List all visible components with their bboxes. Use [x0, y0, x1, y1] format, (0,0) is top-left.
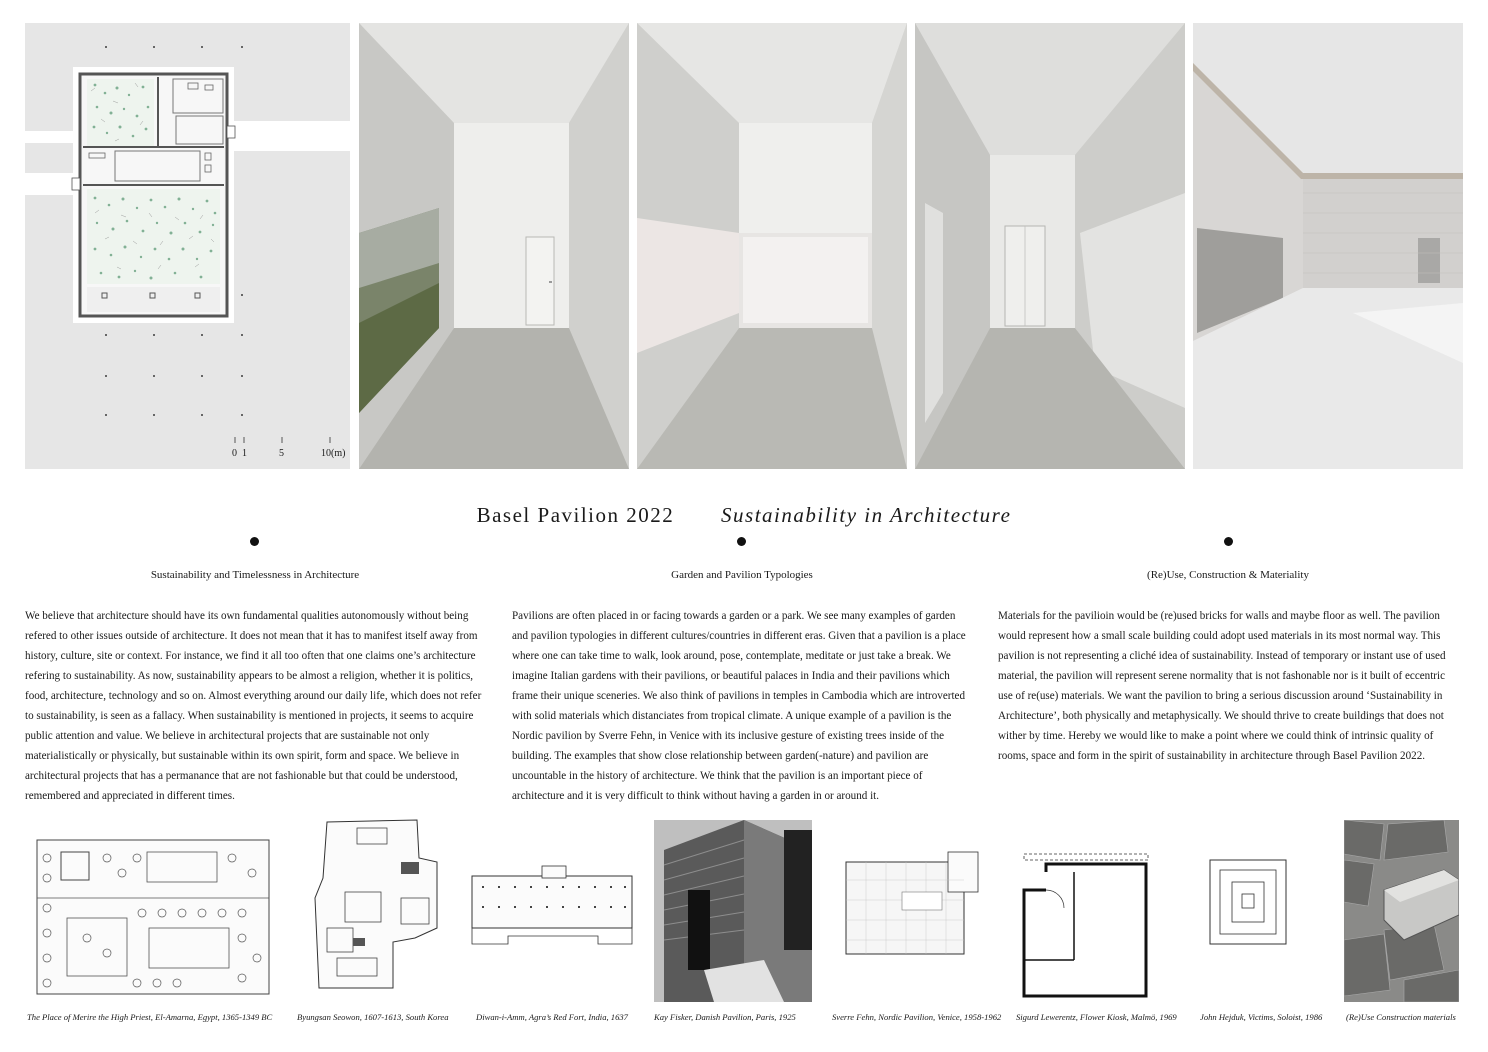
reference-photo-reuse-bricks	[1344, 820, 1459, 1002]
bullet-dot	[737, 537, 746, 546]
column-paragraph: We believe that architecture should have its own fundamental qualities autonomously without being refered to other issues outside of architecture. It does not mean that it has to manifest itself away from history, culture, site or context. For instance, we find it all too often that one claims one’s architecture refering to sustainability. As now, sustainability appears to be almost a religion, whether it is politics, food, architecture, technology and so on. Almost everything around our daily life, which does not refer to sustainability, is seen as a fallacy. When sustainability is mentioned in projects, it seems to acquire public attention and value. We believe in architectural projects that are sustainable not only materialistically or physically, but sustainable within its own spirit, form and space. We believe in architectural projects that has a permanance that are not fashionable but that could be understood, remembered and appreciated in different times.	[25, 610, 482, 802]
scale-label-0: 0	[232, 448, 237, 459]
scale-label-1: 1	[242, 448, 247, 459]
reference-drawing-merire	[27, 838, 279, 998]
reference-drawing-victims-soloist	[1208, 858, 1288, 946]
interior-render-window-view	[637, 23, 907, 469]
reference-caption: Kay Fisker, Danish Pavilion, Paris, 1925	[654, 1012, 796, 1022]
reference-drawing-flower-kiosk	[1016, 850, 1154, 1000]
poster-title	[0, 503, 1488, 528]
reference-drawing-nordic-pavilion	[842, 850, 982, 960]
scale-label-10: 10(m)	[321, 448, 346, 459]
reference-caption: John Hejduk, Victims, Soloist, 1986	[1200, 1012, 1323, 1022]
column-heading-sustainability: Sustainability and Timelessness in Architecture	[150, 569, 360, 581]
interior-render-corridor-view	[915, 23, 1185, 469]
bullet-dot	[1224, 537, 1233, 546]
column-text-sustainability	[25, 606, 485, 806]
reference-caption: (Re)Use Construction materials	[1346, 1012, 1456, 1022]
courtyard-render	[1193, 23, 1463, 469]
column-text-garden	[512, 606, 972, 806]
column-paragraph: Pavilions are often placed in or facing towards a garden or a park. We see many examples of garden and pavilion typologies in different cultures/countries in different eras. Given that a pavilion is a place where one can take time to walk, look around, pose, contemplate, meditate or just take a break. We imagine Italian gardens with their pavilions, or beautiful palaces in India and their pavilions which frame their unique sceneries. We also think of pavilions in temples in Cambodia which are introverted with solid materials which distanciates from tropical climate. A unique example of a pavilion is the Nordic pavilion by Sverre Fehn, in Venice with its inclusive gesture of existing trees inside of the building. The examples that show close relationship between garden(-nature) and pavilion are uncountable in the history of architecture. We think that the pavilion is an important piece of architecture and it is very difficult to think without having a garden in or around it.	[512, 610, 966, 802]
title-main: Basel Pavilion 2022	[476, 503, 675, 527]
site-plan	[25, 23, 350, 469]
column-heading-garden: Garden and Pavilion Typologies	[671, 569, 813, 581]
column-paragraph: Materials for the pavilioin would be (re)used bricks for walls and maybe floor as well. The pavilion would represent how a small scale building could adopt used materials in its most normal way. This pavilion is not representing a cliché idea of sustainability. Instead of temporary or instant use of used material, the pavilion will represent serene normality that is not fashonable nor is it built of eccentric use of re(use) materials. We want the pavilion to bring a serious discussion around ‘Sustainability in Architecture’, both physically and metaphysically. We should thrive to create buildings that does not wither by time. Hereby we would like to make a point where we could think of intrinsic quality of rooms, space and form in the spirit of sustainability in architecture through Basel Pavilion 2022.	[998, 610, 1446, 762]
reference-photo-danish-pavilion	[654, 820, 812, 1002]
reference-caption: Sverre Fehn, Nordic Pavilion, Venice, 1958-1962	[832, 1012, 1002, 1022]
bullet-dot	[250, 537, 259, 546]
interior-render-garden-view	[359, 23, 629, 469]
reference-drawing-byungsan	[297, 818, 449, 1000]
reference-drawing-diwan-i-amm	[468, 862, 636, 952]
reference-caption: Diwan-i-Amm, Agra’s Red Fort, India, 1637	[476, 1012, 628, 1022]
reference-caption: The Place of Merire the High Priest, El-Amarna, Egypt, 1365-1349 BC	[27, 1012, 273, 1022]
scale-label-5: 5	[279, 448, 284, 459]
title-subtitle: Sustainability in Architecture	[721, 503, 1012, 527]
reference-caption: Byungsan Seowon, 1607-1613, South Korea	[297, 1012, 449, 1022]
reference-caption: Sigurd Lewerentz, Flower Kiosk, Malmö, 1969	[1016, 1012, 1177, 1022]
column-heading-materiality: (Re)Use, Construction & Materiality	[1147, 569, 1309, 581]
column-text-materiality	[998, 606, 1458, 766]
